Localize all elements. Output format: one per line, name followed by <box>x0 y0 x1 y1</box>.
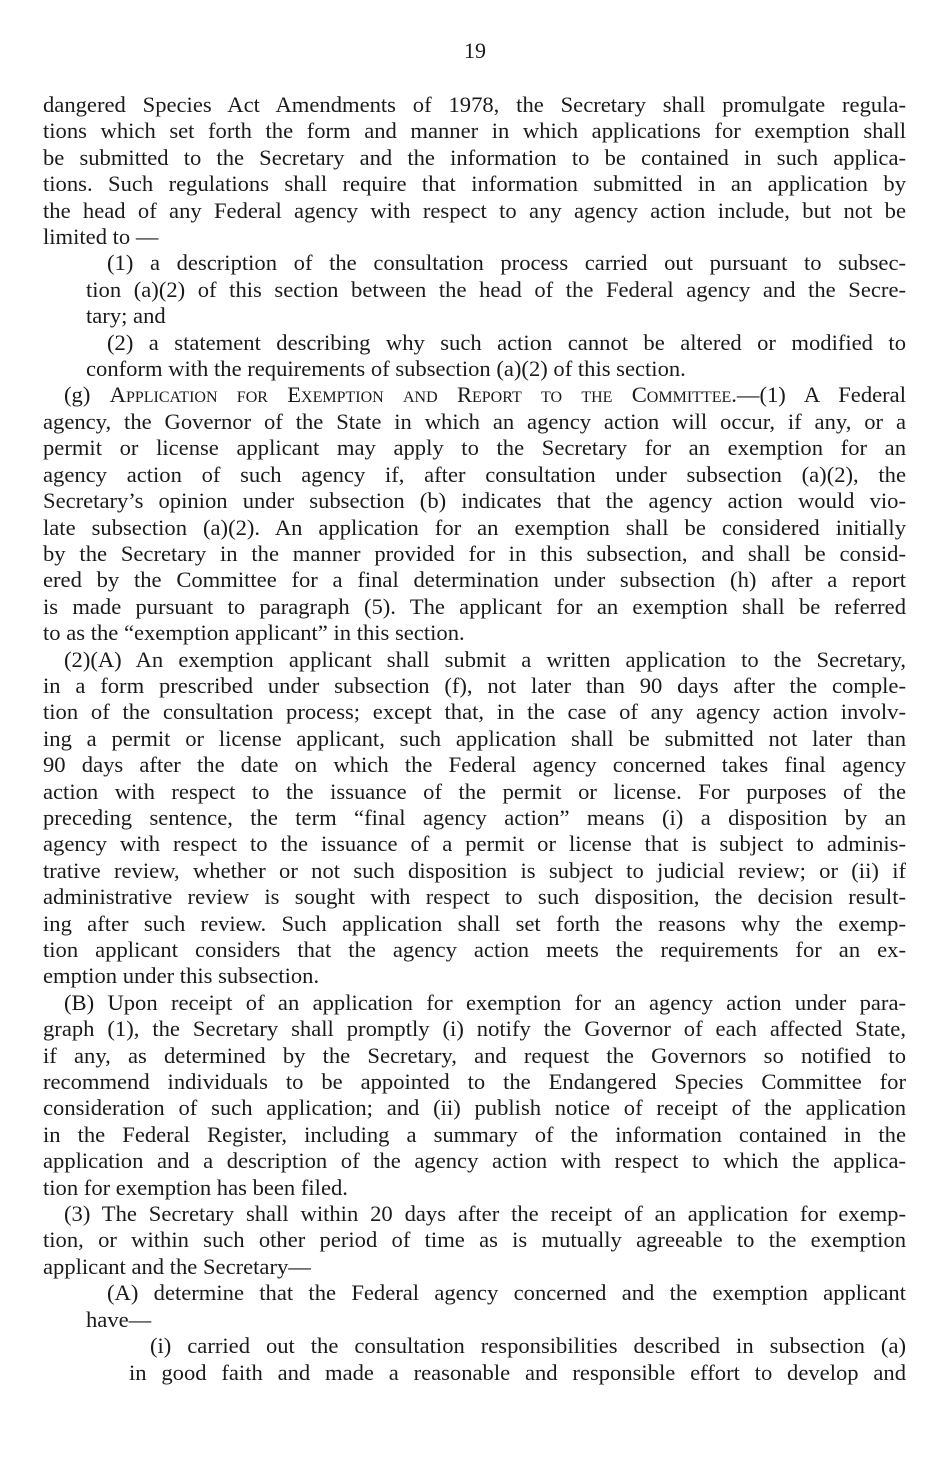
text-line: be submitted to the Secretary and the information to be contained in such applica- <box>43 144 906 170</box>
text-line: tions which set forth the form and manner in which applications for exemption shall <box>43 118 906 144</box>
text-line: (2)(A) An exemption applicant shall submit a written application to the Secretary, <box>64 646 906 672</box>
text-line: (A) determine that the Federal agency concerned and the exemption applicant <box>107 1280 906 1306</box>
text-line: tary; and <box>86 303 166 329</box>
text-line: late subsection (a)(2). An application for an exemption shall be considered initially <box>43 514 906 540</box>
text-line: recommend individuals to be appointed to the Endangered Species Committee for <box>43 1069 906 1095</box>
text-line: agency with respect to the issuance of a permit or license that is subject to adminis- <box>43 831 906 857</box>
statute-text <box>43 92 906 1386</box>
text-line: tions. Such regulations shall require that information submitted in an application by <box>43 171 906 197</box>
text-line: the head of any Federal agency with respect to any agency action include, but not be <box>43 197 906 223</box>
subsection-heading: Application for Exemption and Report to the Committee. <box>109 382 737 408</box>
paragraph-2b-notice <box>43 990 906 1201</box>
text-line: action with respect to the issuance of the permit or license. For purposes of the <box>43 778 906 804</box>
text-line: graph (1), the Secretary shall promptly (i) notify the Governor of each affected State, <box>43 1016 906 1042</box>
text-line: administrative review is sought with respect to such disposition, the decision result- <box>43 884 906 910</box>
text-line: tion of the consultation process; except that, in the case of any agency action involv- <box>43 699 906 725</box>
text-line <box>43 382 906 408</box>
text-line: (3) The Secretary shall within 20 days after the receipt of an application for exemp- <box>64 1201 906 1227</box>
paragraph-3-secretary-review <box>43 1201 906 1280</box>
text-line: 90 days after the date on which the Federal agency concerned takes final agency <box>43 752 906 778</box>
text-line: tion for exemption has been filed. <box>43 1174 348 1200</box>
text-line: if any, as determined by the Secretary, and request the Governors so notified to <box>43 1042 906 1068</box>
paragraph-subsection-g <box>43 382 906 646</box>
text-line: tion applicant considers that the agency action meets the requirements for an ex- <box>43 937 906 962</box>
text-line: consideration of such application; and (ii) publish notice of receipt of the application <box>43 1095 906 1121</box>
text-line: (B) Upon receipt of an application for exemption for an agency action under para- <box>64 989 906 1015</box>
text-line: Secretary’s opinion under subsection (b) indicates that the agency action would vio- <box>43 488 906 514</box>
text-line: ered by the Committee for a final determination under subsection (h) after a report <box>43 567 906 593</box>
text-line: is made pursuant to paragraph (5). The applicant for an exemption shall be referred <box>43 593 906 619</box>
paragraph-item-1-description <box>43 250 906 329</box>
paragraph-3a-determine <box>43 1280 906 1333</box>
text-line: in the Federal Register, including a summary of the information contained in the <box>43 1121 906 1147</box>
subsection-label: (g) <box>64 382 110 408</box>
text-line: applicant and the Secretary— <box>43 1253 311 1279</box>
paragraph-2a-application <box>43 647 906 990</box>
text-line: limited to — <box>43 224 159 250</box>
text-line: conform with the requirements of subsection (a)(2) of this section. <box>86 356 686 382</box>
text-line: agency, the Governor of the State in which an agency action will occur, if any, or a <box>43 408 906 434</box>
paragraph-3a-i-consultation <box>43 1333 906 1386</box>
text-line: dangered Species Act Amendments of 1978, the Secretary shall promulgate regula- <box>43 92 906 117</box>
text-line: trative review, whether or not such disposition is subject to judicial review; or (ii) if <box>43 857 906 883</box>
heading-continuation: —(1) A Federal <box>736 382 906 408</box>
text-line: tion (a)(2) of this section between the head of the Federal agency and the Secre- <box>86 276 906 302</box>
text-line: in good faith and made a reasonable and responsible effort to develop and <box>129 1359 906 1385</box>
text-line: in a form prescribed under subsection (f), not later than 90 days after the comple- <box>43 672 906 698</box>
paragraph-item-2-statement <box>43 330 906 383</box>
text-line: (i) carried out the consultation responsibilities described in subsection (a) <box>150 1333 906 1359</box>
text-line: application and a description of the agency action with respect to which the applica- <box>43 1148 906 1174</box>
text-line: by the Secretary in the manner provided for in this subsection, and shall be consid- <box>43 540 906 566</box>
text-line: ing a permit or license applicant, such application shall be submitted not later than <box>43 725 906 751</box>
text-line: permit or license applicant may apply to the Secretary for an exemption for an <box>43 435 906 461</box>
text-line: agency action of such agency if, after consultation under subsection (a)(2), the <box>43 461 906 487</box>
text-line: emption under this subsection. <box>43 963 320 989</box>
page-number: 19 <box>464 38 486 63</box>
text-line: (2) a statement describing why such action cannot be altered or modified to <box>107 329 906 355</box>
paragraph-regulations-continuation <box>43 92 906 250</box>
text-line: to as the “exemption applicant” in this section. <box>43 620 465 646</box>
text-line: have— <box>86 1306 152 1332</box>
text-line: tion, or within such other period of time as is mutually agreeable to the exemption <box>43 1227 906 1253</box>
text-line: preceding sentence, the term “final agency action” means (i) a disposition by an <box>43 804 906 830</box>
text-line: (1) a description of the consultation process carried out pursuant to subsec- <box>107 250 906 276</box>
text-line: ing after such review. Such application shall set forth the reasons why the exemp- <box>43 910 906 936</box>
